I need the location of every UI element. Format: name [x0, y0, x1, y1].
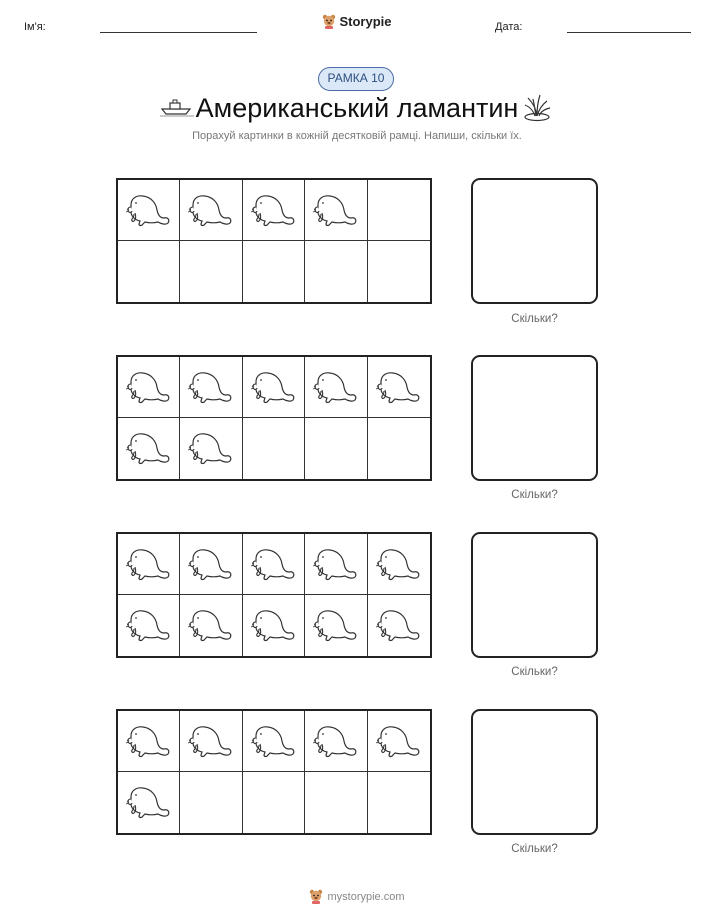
instructions: Порахуй картинки в кожній десятковій рамці. Напиши, скільки їх.	[192, 130, 522, 142]
frame-cell	[243, 711, 305, 772]
frame-cell	[180, 772, 242, 833]
frame-cell	[118, 772, 180, 833]
ten-frame-4	[116, 709, 432, 835]
frame-cell	[305, 534, 367, 595]
frame-cell	[243, 241, 305, 302]
frame-cell	[118, 534, 180, 595]
ten-frame-2	[116, 355, 432, 481]
frame-cell	[180, 711, 242, 772]
frame-cell	[305, 357, 367, 418]
name-line[interactable]	[100, 32, 257, 33]
frame-cell	[243, 357, 305, 418]
seagrass-icon	[522, 92, 552, 127]
ten-frame-1	[116, 178, 432, 304]
date-line[interactable]	[567, 32, 691, 33]
frame-cell	[180, 241, 242, 302]
frame-cell	[180, 534, 242, 595]
frame-cell	[118, 595, 180, 656]
frame-cell	[243, 418, 305, 479]
frame-badge: РАМКА 10	[318, 67, 394, 91]
count-prompt-2: Скільки?	[511, 489, 558, 501]
frame-cell	[305, 180, 367, 241]
answer-box-2[interactable]	[471, 355, 598, 481]
frame-cell	[180, 418, 242, 479]
frame-cell	[368, 772, 430, 833]
frame-cell	[305, 241, 367, 302]
frame-cell	[368, 595, 430, 656]
name-label: Ім'я:	[24, 21, 46, 33]
page-title: Американський ламантин	[195, 93, 519, 123]
count-prompt-3: Скільки?	[511, 666, 558, 678]
brand-name: Storypie	[339, 14, 392, 29]
footer	[0, 888, 714, 907]
frame-cell	[243, 534, 305, 595]
frame-cell	[368, 241, 430, 302]
bear-logo-icon	[322, 13, 336, 32]
frame-cell	[305, 418, 367, 479]
frame-cell	[368, 711, 430, 772]
frame-cell	[368, 357, 430, 418]
brand-logo	[0, 13, 714, 32]
frame-cell	[118, 711, 180, 772]
frame-cell	[368, 180, 430, 241]
frame-cell	[305, 595, 367, 656]
count-prompt-1: Скільки?	[511, 313, 558, 325]
footer-url[interactable]: mystorypie.com	[327, 891, 405, 903]
answer-box-3[interactable]	[471, 532, 598, 658]
frame-cell	[368, 534, 430, 595]
frame-cell	[118, 241, 180, 302]
count-prompt-4: Скільки?	[511, 843, 558, 855]
frame-cell	[180, 180, 242, 241]
frame-cell	[305, 772, 367, 833]
frame-cell	[305, 711, 367, 772]
date-label: Дата:	[495, 21, 523, 33]
frame-cell	[368, 418, 430, 479]
frame-cell	[118, 357, 180, 418]
frame-cell	[243, 180, 305, 241]
frame-cell	[180, 357, 242, 418]
frame-cell	[180, 595, 242, 656]
bear-logo-icon	[309, 888, 323, 907]
frame-cell	[118, 418, 180, 479]
frame-cell	[118, 180, 180, 241]
frame-cell	[243, 772, 305, 833]
answer-box-4[interactable]	[471, 709, 598, 835]
ten-frame-3	[116, 532, 432, 658]
frame-cell	[243, 595, 305, 656]
answer-box-1[interactable]	[471, 178, 598, 304]
